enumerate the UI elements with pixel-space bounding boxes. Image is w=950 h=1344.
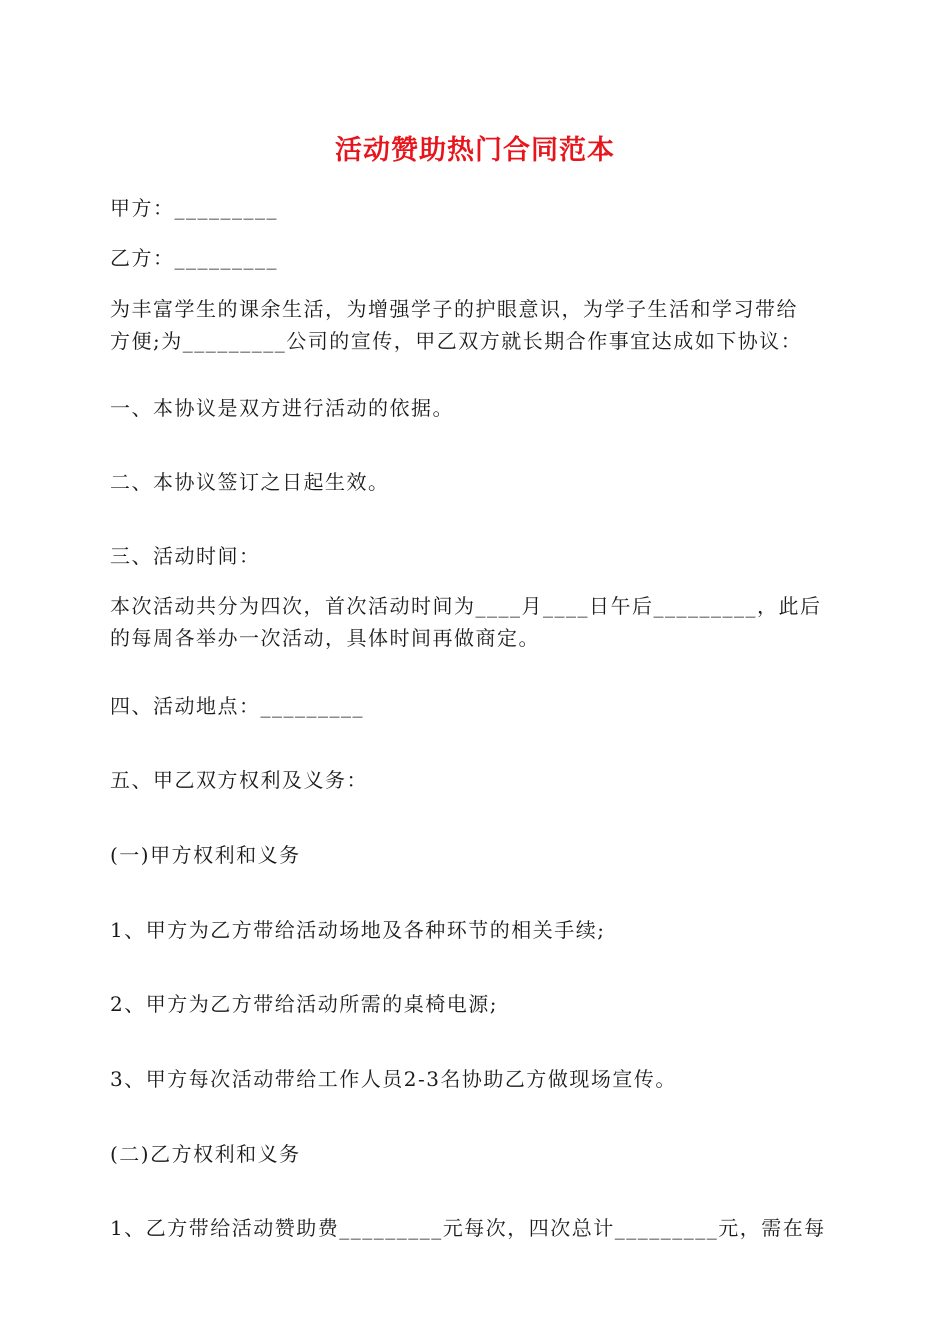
section-b-heading: (二)乙方权利和义务	[110, 1142, 301, 1166]
clause-5: 五、甲乙双方权利及义务：	[110, 768, 368, 792]
b-item-1: 1、乙方带给活动赞助费_________元每次，四次总计_________元，需在每	[110, 1216, 826, 1240]
section-a-heading: (一)甲方权利和义务	[110, 843, 301, 867]
clause-4: 四、活动地点：_________	[110, 694, 364, 718]
a-item-1: 1、甲方为乙方带给活动场地及各种环节的相关手续;	[110, 918, 606, 942]
a-item-2: 2、甲方为乙方带给活动所需的桌椅电源;	[110, 992, 498, 1016]
time-detail-paragraph	[110, 590, 850, 654]
intro-line-2: 方便;为_________公司的宣传，甲乙双方就长期合作事宜达成如下协议：	[110, 329, 803, 353]
clause-1: 一、本协议是双方进行活动的依据。	[110, 396, 454, 420]
time-detail-line-2: 的每周各举办一次活动，具体时间再做商定。	[110, 626, 540, 650]
clause-2: 二、本协议签订之日起生效。	[110, 470, 390, 494]
party-b-line: 乙方：_________	[110, 246, 278, 270]
a-item-3: 3、甲方每次活动带给工作人员2-3名协助乙方做现场宣传。	[110, 1067, 677, 1091]
intro-paragraph	[110, 293, 850, 357]
document-title: 活动赞助热门合同范本	[335, 135, 615, 166]
intro-line-1: 为丰富学生的课余生活，为增强学子的护眼意识，为学子生活和学习带给	[110, 297, 798, 321]
time-detail-line-1: 本次活动共分为四次，首次活动时间为____月____日午后_________，此后	[110, 594, 822, 618]
clause-3: 三、活动时间：	[110, 544, 261, 568]
party-a-line: 甲方：_________	[110, 196, 278, 220]
